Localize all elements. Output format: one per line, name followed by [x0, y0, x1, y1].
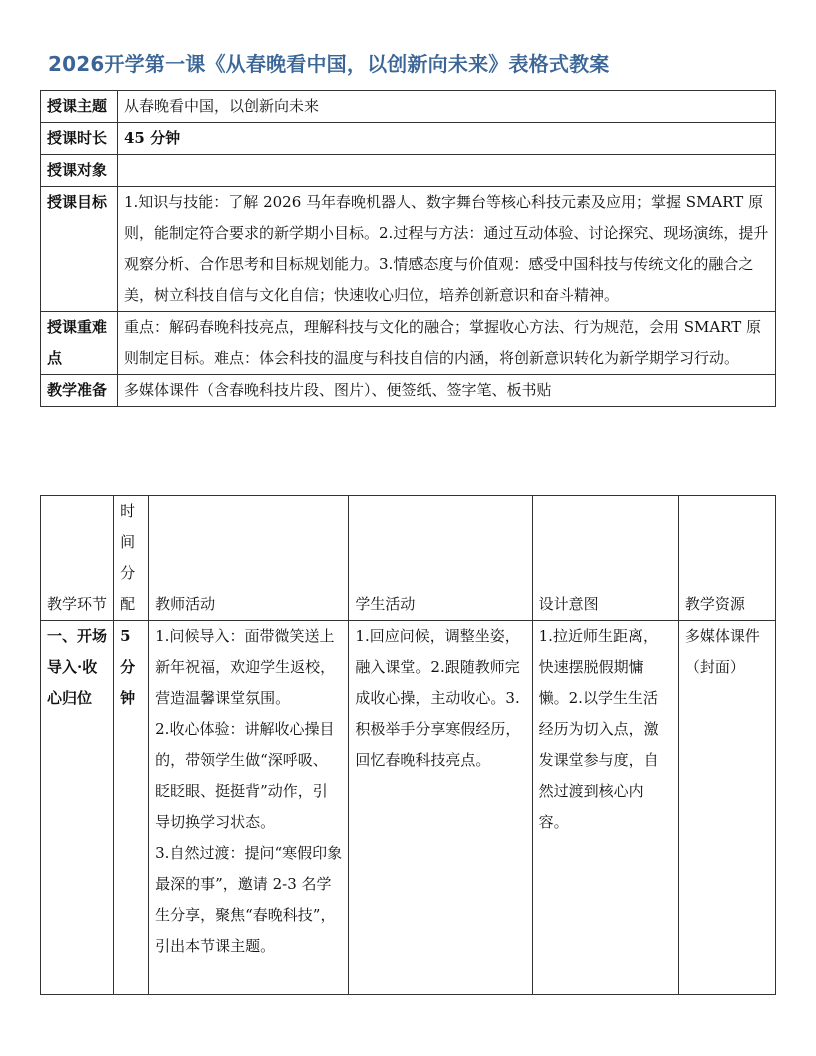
info-value-key-points: 重点：解码春晚科技亮点，理解科技与文化的融合；掌握收心方法、行为规范，会用 SMART 原则制定目标。难点：体会科技的温度与科技自信的内涵，将创新意识转化为新学期学习行动。	[118, 312, 776, 375]
header-stage: 教学环节	[41, 496, 114, 621]
info-label-topic: 授课主题	[41, 91, 118, 123]
info-row-preparation	[41, 375, 776, 407]
info-row-duration	[41, 123, 776, 155]
teaching-process-table	[40, 495, 776, 995]
info-label-duration: 授课时长	[41, 123, 118, 155]
cell-resources: 多媒体课件（封面）	[678, 621, 775, 995]
info-row-topic	[41, 91, 776, 123]
cell-design-intent: 1.拉近师生距离，快速摆脱假期慵懒。2.以学生生活经历为切入点，激发课堂参与度，自然过渡到核心内容。	[532, 621, 678, 995]
document-title: 2026开学第一课《从春晚看中国，以创新向未来》表格式教案	[48, 52, 610, 76]
info-value-objectives: 1.知识与技能：了解 2026 马年春晚机器人、数字舞台等核心科技元素及应用；掌握 SMART 原则，能制定符合要求的新学期小目标。2.过程与方法：通过互动体验、讨论探究、现场演练，提升观察分析、合作思考和目标规划能力。3.情感态度与价值观：感受中国科技与传统文化的融合之美，树立科技自信与文化自信；快速收心归位，培养创新意识和奋斗精神。	[118, 187, 776, 312]
header-time: 时间分配	[114, 496, 149, 621]
info-label-objectives: 授课目标	[41, 187, 118, 312]
info-row-objectives	[41, 187, 776, 312]
info-value-preparation: 多媒体课件（含春晚科技片段、图片）、便签纸、签字笔、板书贴	[118, 375, 776, 407]
info-label-preparation: 教学准备	[41, 375, 118, 407]
header-resources: 教学资源	[678, 496, 775, 621]
header-teacher-activity: 教师活动	[149, 496, 349, 621]
process-row-opening	[41, 621, 776, 995]
cell-time: 5 分钟	[114, 621, 149, 995]
info-label-key-points: 授课重难点	[41, 312, 118, 375]
info-value-audience	[118, 155, 776, 187]
info-row-key-points	[41, 312, 776, 375]
header-student-activity: 学生活动	[349, 496, 532, 621]
info-value-topic: 从春晚看中国，以创新向未来	[118, 91, 776, 123]
info-label-audience: 授课对象	[41, 155, 118, 187]
cell-stage: 一、开场导入·收心归位	[41, 621, 114, 995]
process-header-row	[41, 496, 776, 621]
header-design-intent: 设计意图	[532, 496, 678, 621]
info-row-audience	[41, 155, 776, 187]
cell-student-activity: 1.回应问候，调整坐姿，融入课堂。2.跟随教师完成收心操，主动收心。3.积极举手分享寒假经历，回忆春晚科技亮点。	[349, 621, 532, 995]
info-value-duration: 45 分钟	[118, 123, 776, 155]
cell-teacher-activity: 1.问候导入：面带微笑送上新年祝福，欢迎学生返校，营造温馨课堂氛围。 2.收心体验：讲解收心操目的，带领学生做“深呼吸、眨眨眼、挺挺背”动作，引导切换学习状态。 3.自然过渡：提问“寒假印象最深的事”，邀请 2-3 名学生分享，聚焦“春晚科技”，引出本节课主题。	[149, 621, 349, 995]
lesson-info-table	[40, 90, 776, 407]
